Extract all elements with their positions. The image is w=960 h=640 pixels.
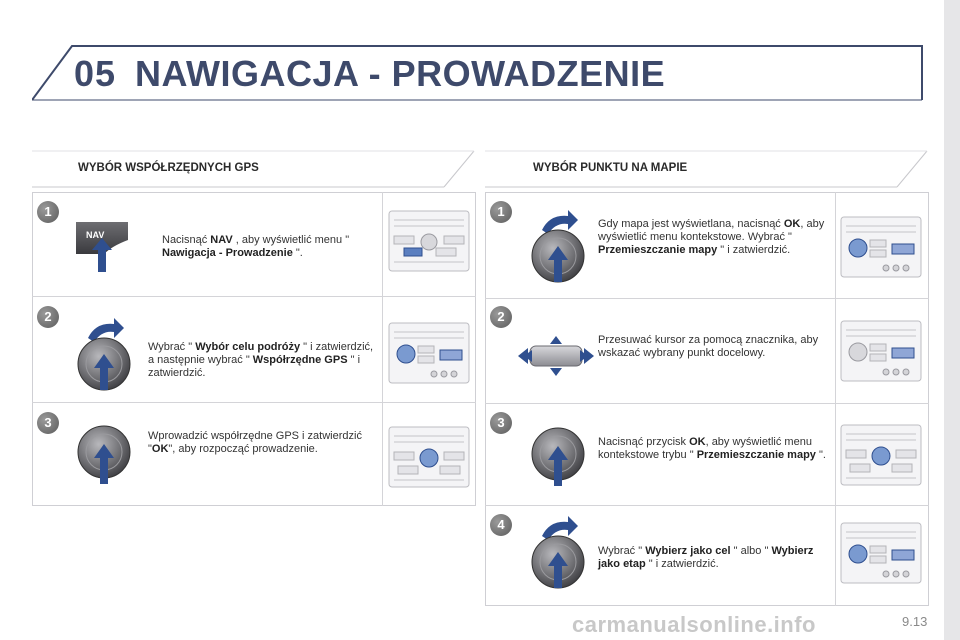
rotary-knob-with-arrow-icon (528, 514, 588, 599)
right-section-header (485, 150, 929, 186)
rotary-knob-with-arrow-icon (74, 316, 134, 401)
left-step-1-text: Nacisnąć NAV , aby wyświetlić menu " Nawigacja - Prowadzenie ". (162, 234, 350, 259)
radio-unit-thumbnail (840, 320, 922, 387)
step-badge: 3 (37, 412, 59, 434)
page-number: 9.13 (902, 614, 928, 629)
left-section-header (32, 150, 476, 186)
left-step-3-text: Wprowadzić współrzędne GPS i zatwierdzić "OK", aby rozpocząć prowadzenie. (148, 430, 362, 455)
page-edge-strip (944, 0, 960, 640)
radio-unit-thumbnail (840, 216, 922, 283)
right-step-1-text: Gdy mapa jest wyświetlana, nacisnąć OK, aby wyświetlić menu kontekstowe. Wybrać " Przemieszczanie mapy " i zatwierdzić. (598, 218, 825, 256)
watermark: carmanualsonline.info (572, 612, 816, 637)
right-step-4-text: Wybrać " Wybierz jako cel " albo " Wybierz jako etap " i zatwierdzić. (598, 545, 814, 570)
page-title: NAWIGACJA - PROWADZENIE (135, 53, 666, 94)
right-row-divider-2 (485, 403, 929, 404)
directional-pad-icon (516, 334, 596, 383)
step-badge: 1 (37, 201, 59, 223)
radio-unit-thumbnail (388, 322, 470, 389)
right-row-divider-3 (485, 505, 929, 506)
step-badge: 3 (490, 412, 512, 434)
radio-unit-thumbnail (388, 210, 470, 277)
chapter-number: 05 (74, 53, 117, 94)
right-step-2-text: Przesuwać kursor za pomocą znacznika, aby wskazać wybrany punkt docelowy. (598, 334, 819, 359)
radio-unit-thumbnail (840, 424, 922, 491)
rotary-knob-icon (528, 420, 588, 497)
step-badge: 2 (37, 306, 59, 328)
left-step-2-text: Wybrać " Wybór celu podróży " i zatwierdzić, a następnie wybrać " Współrzędne GPS " i zatwierdzić. (148, 341, 374, 379)
left-section-title: WYBÓR WSPÓŁRZĘDNYCH GPS (78, 162, 259, 174)
step-badge: 4 (490, 514, 512, 536)
radio-unit-thumbnail (840, 522, 922, 589)
rotary-knob-icon (74, 418, 134, 495)
radio-unit-thumbnail (388, 426, 470, 493)
left-row-divider-2 (32, 402, 476, 403)
rotary-knob-with-arrow-icon (528, 208, 588, 293)
step-badge: 2 (490, 306, 512, 328)
right-step-3-text: Nacisnąć przycisk OK, aby wyświetlić menu kontekstowe trybu " Przemieszczanie mapy ". (598, 436, 826, 461)
left-thumb-divider (382, 192, 383, 506)
right-thumb-divider (835, 192, 836, 606)
nav-button-icon (72, 218, 132, 283)
right-row-divider-1 (485, 298, 929, 299)
left-row-divider-1 (32, 296, 476, 297)
right-section-title: WYBÓR PUNKTU NA MAPIE (533, 162, 688, 174)
svg-text:NAV: NAV (86, 230, 105, 240)
step-badge: 1 (490, 201, 512, 223)
